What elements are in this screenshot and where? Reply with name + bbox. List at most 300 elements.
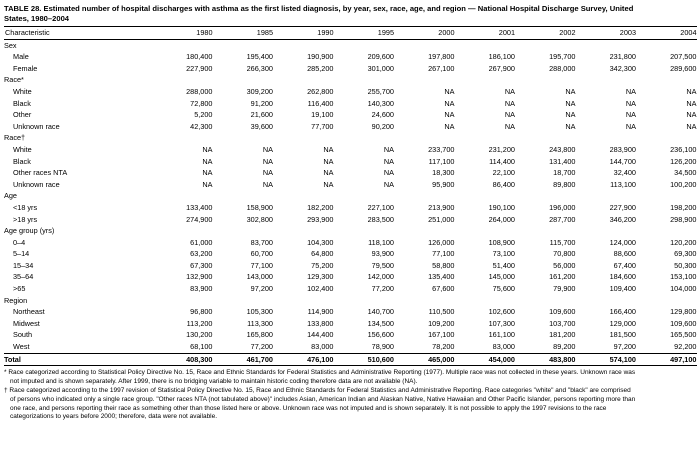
table-row — [4, 329, 697, 341]
cell-2000: 58,800 — [432, 260, 455, 270]
cell-2003: NA — [625, 121, 636, 131]
row-label: Region — [4, 295, 28, 305]
cell-1980: 130,200 — [186, 330, 213, 340]
cell-1980: 180,400 — [186, 52, 213, 62]
row-label: Unknown race — [13, 121, 60, 131]
cell-2003: 32,400 — [613, 168, 636, 178]
cell-1980 — [152, 39, 213, 51]
table-row — [4, 260, 697, 272]
cell-2001: 83,000 — [492, 342, 515, 352]
cell-2000: NA — [444, 121, 455, 131]
cell-1995: 283,500 — [367, 214, 394, 224]
column-header-2001: 2001 — [455, 27, 516, 40]
cell-1985: 158,900 — [246, 202, 273, 212]
cell-2003: NA — [625, 110, 636, 120]
cell-1995: 156,600 — [367, 330, 394, 340]
row-label: Race† — [4, 133, 26, 143]
table-header — [4, 27, 697, 40]
cell-2003: NA — [625, 86, 636, 96]
table-header-row — [4, 27, 697, 40]
cell-2003: 88,600 — [613, 249, 636, 259]
table-row — [4, 248, 697, 260]
cell-2000: 267,100 — [428, 63, 455, 73]
cell-1995: 140,300 — [367, 98, 394, 108]
cell-2001: 108,900 — [488, 237, 515, 247]
cell-1990: NA — [323, 144, 334, 154]
row-label: >65 — [13, 284, 26, 294]
cell-1985: 21,600 — [250, 110, 273, 120]
cell-2003: 181,500 — [609, 330, 636, 340]
cell-1990 — [273, 132, 334, 144]
cell-2003 — [576, 295, 637, 307]
cell-1985: 83,700 — [250, 237, 273, 247]
cell-1985: NA — [262, 144, 273, 154]
cell-2001 — [455, 74, 516, 86]
cell-2000 — [394, 132, 455, 144]
cell-1985: 77,100 — [250, 260, 273, 270]
row-label: 5–14 — [13, 249, 30, 259]
cell-2000 — [394, 190, 455, 202]
table-row — [4, 283, 697, 295]
row-label: 35–64 — [13, 272, 34, 282]
cell-2002: 18,700 — [553, 168, 576, 178]
cell-2003 — [576, 190, 637, 202]
cell-2004: NA — [686, 98, 697, 108]
cell-1995: 79,500 — [371, 260, 394, 270]
cell-2004: 165,500 — [670, 330, 697, 340]
cell-2003: 574,100 — [576, 353, 637, 366]
cell-2004: 104,000 — [670, 284, 697, 294]
cell-1985: 39,600 — [250, 121, 273, 131]
cell-2003 — [576, 74, 637, 86]
cell-1995: NA — [383, 179, 394, 189]
cell-1995: 90,200 — [371, 121, 394, 131]
cell-2002: 287,700 — [549, 214, 576, 224]
cell-2004: 92,200 — [674, 342, 697, 352]
table-row — [4, 271, 697, 283]
cell-2000: 78,200 — [432, 342, 455, 352]
cell-2001: 145,000 — [488, 272, 515, 282]
table-row — [4, 144, 697, 156]
cell-2002: 109,600 — [549, 307, 576, 317]
cell-2002: 89,800 — [553, 179, 576, 189]
cell-1995: NA — [383, 144, 394, 154]
cell-2000: 197,800 — [428, 52, 455, 62]
row-label: <18 yrs — [13, 202, 38, 212]
cell-1990: 133,800 — [307, 318, 334, 328]
column-header-2004: 2004 — [636, 27, 697, 40]
cell-2002: NA — [565, 86, 576, 96]
cell-2000: 77,100 — [432, 249, 455, 259]
cell-1990: 114,900 — [307, 307, 334, 317]
cell-2002: 196,000 — [549, 202, 576, 212]
table-total-row — [4, 353, 697, 366]
table-row — [4, 179, 697, 191]
cell-1995: 510,600 — [334, 353, 395, 366]
table-group-row — [4, 74, 697, 86]
table-row — [4, 51, 697, 63]
cell-2004: NA — [686, 86, 697, 96]
table-body — [4, 39, 697, 366]
cell-1990: NA — [323, 156, 334, 166]
table-row — [4, 167, 697, 179]
cell-2003: 113,100 — [610, 179, 636, 189]
cell-2002: 181,200 — [549, 330, 576, 340]
cell-1990: 262,800 — [307, 86, 334, 96]
table-group-row — [4, 39, 697, 51]
table-group-row — [4, 190, 697, 202]
cell-2001: 264,000 — [488, 214, 515, 224]
cell-1985: 461,700 — [213, 353, 274, 366]
cell-1985: NA — [262, 156, 273, 166]
cell-2001: 73,100 — [492, 249, 515, 259]
cell-2000: 135,400 — [428, 272, 455, 282]
table-row — [4, 156, 697, 168]
cell-1985: 143,000 — [246, 272, 273, 282]
cell-2004: 34,500 — [674, 168, 697, 178]
cell-1995 — [334, 190, 395, 202]
cell-1990: 476,100 — [273, 353, 334, 366]
cell-2004: 126,200 — [670, 156, 697, 166]
cell-2004: NA — [686, 110, 697, 120]
table-row — [4, 109, 697, 121]
cell-2001: 86,400 — [492, 179, 515, 189]
row-label: Midwest — [13, 318, 40, 328]
cell-2000: 465,000 — [394, 353, 455, 366]
table-row — [4, 86, 697, 98]
cell-1990: 104,300 — [307, 237, 334, 247]
row-label: White — [13, 86, 32, 96]
cell-2001: NA — [504, 121, 515, 131]
cell-1980: 96,800 — [190, 307, 213, 317]
cell-2001: 75,600 — [492, 284, 515, 294]
cell-1980: 83,900 — [190, 284, 213, 294]
cell-1980: 67,300 — [190, 260, 213, 270]
cell-2003: 97,200 — [613, 342, 636, 352]
cell-2004: 50,300 — [674, 260, 697, 270]
cell-2000: 213,900 — [428, 202, 455, 212]
cell-1985: 195,400 — [246, 52, 273, 62]
cell-2003: 124,000 — [609, 237, 636, 247]
table-group-row — [4, 225, 697, 237]
table-row — [4, 318, 697, 330]
cell-1985: NA — [262, 179, 273, 189]
cell-2004 — [636, 190, 697, 202]
cell-2002: 115,700 — [549, 237, 576, 247]
cell-2001: 186,100 — [488, 52, 515, 62]
cell-2002 — [515, 190, 576, 202]
cell-2000: 126,000 — [428, 237, 455, 247]
cell-2000: 251,000 — [428, 214, 455, 224]
cell-2004 — [636, 74, 697, 86]
cell-2002: NA — [565, 98, 576, 108]
cell-2004: 198,200 — [670, 202, 697, 212]
cell-2001 — [455, 295, 516, 307]
cell-1980 — [152, 295, 213, 307]
cell-2002: 195,700 — [549, 52, 576, 62]
cell-2000: NA — [444, 86, 455, 96]
cell-1985: NA — [262, 168, 273, 178]
cell-1990 — [273, 190, 334, 202]
cell-1980: 113,200 — [186, 318, 213, 328]
table-group-row — [4, 295, 697, 307]
row-label: Sex — [4, 40, 17, 50]
cell-2003: 231,800 — [609, 52, 636, 62]
cell-2001: NA — [504, 110, 515, 120]
cell-2001: 51,400 — [492, 260, 515, 270]
column-header-1990: 1990 — [273, 27, 334, 40]
cell-2000: 167,100 — [428, 330, 455, 340]
cell-2001: 107,300 — [488, 318, 515, 328]
cell-1995: 134,500 — [367, 318, 394, 328]
row-label: Female — [13, 63, 38, 73]
cell-2001: 161,100 — [488, 330, 515, 340]
cell-2003: 166,400 — [609, 307, 636, 317]
cell-2004 — [636, 295, 697, 307]
row-label: Male — [13, 52, 29, 62]
cell-1985 — [213, 190, 274, 202]
row-label: White — [13, 144, 32, 154]
cell-2001: 231,200 — [488, 144, 515, 154]
cell-2002: 70,800 — [553, 249, 576, 259]
cell-1990: 64,800 — [311, 249, 334, 259]
cell-2003 — [576, 132, 637, 144]
cell-1990: 285,200 — [307, 63, 334, 73]
cell-1995 — [334, 132, 395, 144]
cell-2003 — [576, 225, 637, 237]
cell-1985: 77,200 — [250, 342, 273, 352]
cell-1985 — [213, 39, 274, 51]
cell-2000: 18,300 — [432, 168, 455, 178]
cell-2004 — [636, 225, 697, 237]
cell-2002 — [515, 39, 576, 51]
row-label: Unknown race — [13, 179, 60, 189]
footnote-race-1977: * Race categorized according to Statistical Policy Directive No. 15, Race and Ethnic Standards for Federal Statistics and Administrative Reporting (1977). Multiple race was not collected in these years. Unknown race was not imputed and is shown separately. After 1999, there is no bridging variable to maintain historic coding therefore data are not available (NA). — [4, 369, 636, 385]
cell-2004: 120,200 — [670, 237, 697, 247]
cell-2003: 67,400 — [613, 260, 636, 270]
cell-2003: 342,300 — [609, 63, 636, 73]
cell-1980: 61,000 — [190, 237, 213, 247]
cell-2000: 117,100 — [428, 156, 455, 166]
cell-2003: NA — [625, 98, 636, 108]
row-label: Northeast — [13, 307, 45, 317]
cell-1995: NA — [383, 168, 394, 178]
table-row — [4, 202, 697, 214]
cell-1995 — [334, 39, 395, 51]
cell-1985: 97,200 — [250, 284, 273, 294]
cell-1980: 132,900 — [186, 272, 213, 282]
cell-1985: 302,800 — [246, 214, 273, 224]
cell-2001: 190,100 — [488, 202, 515, 212]
cell-2003: 227,900 — [609, 202, 636, 212]
cell-2004 — [636, 39, 697, 51]
cell-1980 — [152, 132, 213, 144]
cell-2004: 497,100 — [636, 353, 697, 366]
row-label: Total — [4, 353, 152, 366]
cell-2001: 114,400 — [489, 156, 515, 166]
cell-2003: 109,400 — [609, 284, 636, 294]
cell-2002 — [515, 225, 576, 237]
table-row — [4, 237, 697, 249]
row-label: Race* — [4, 75, 24, 85]
cell-2004: NA — [686, 121, 697, 131]
cell-2000: 67,600 — [432, 284, 455, 294]
cell-1995: 118,100 — [368, 237, 394, 247]
cell-2001: 22,100 — [492, 168, 515, 178]
cell-1995: NA — [383, 156, 394, 166]
table-row — [4, 121, 697, 133]
cell-1995: 140,700 — [367, 307, 394, 317]
cell-2000: NA — [444, 110, 455, 120]
cell-1985: 60,700 — [250, 249, 273, 259]
cell-1980: NA — [202, 156, 213, 166]
cell-2004: 69,300 — [674, 249, 697, 259]
cell-1995: 255,700 — [367, 86, 394, 96]
cell-2000 — [394, 295, 455, 307]
cell-1980 — [152, 190, 213, 202]
cell-1980: 274,900 — [186, 214, 213, 224]
cell-2000: 109,200 — [428, 318, 455, 328]
column-header-1985: 1985 — [213, 27, 274, 40]
cell-2002: 79,900 — [553, 284, 576, 294]
cell-2001 — [455, 225, 516, 237]
cell-1995: 77,200 — [371, 284, 394, 294]
page-title: TABLE 28. Estimated number of hospital discharges with asthma as the first listed diagnosis, by year, sex, race, age, and region — National Hospital Discharge Survey, United States, 1980–2004 — [4, 4, 634, 23]
cell-2004: 289,600 — [670, 63, 697, 73]
cell-2001: 267,900 — [488, 63, 515, 73]
cell-1990: 116,400 — [307, 98, 334, 108]
row-label: West — [13, 342, 30, 352]
asthma-discharges-table — [4, 26, 697, 366]
row-label: Other — [13, 110, 32, 120]
cell-1980: 5,200 — [194, 110, 213, 120]
cell-2002 — [515, 132, 576, 144]
cell-2000 — [394, 225, 455, 237]
cell-1990: 182,200 — [307, 202, 334, 212]
cell-1980: 133,400 — [186, 202, 213, 212]
cell-1985: 309,200 — [246, 86, 273, 96]
cell-2001: 454,000 — [455, 353, 516, 366]
cell-2002: NA — [565, 110, 576, 120]
cell-2002: 483,800 — [515, 353, 576, 366]
cell-1990: 77,700 — [311, 121, 334, 131]
cell-1985 — [213, 225, 274, 237]
cell-2002: 56,000 — [553, 260, 576, 270]
cell-2003: 129,000 — [609, 318, 636, 328]
cell-2004: 109,600 — [670, 318, 697, 328]
cell-1995: 142,000 — [367, 272, 394, 282]
cell-1995: 93,900 — [371, 249, 394, 259]
cell-1980: 227,900 — [186, 63, 213, 73]
cell-2003: 144,700 — [609, 156, 636, 166]
cell-1980: 408,300 — [152, 353, 213, 366]
cell-2002: NA — [565, 121, 576, 131]
cell-2004: 207,500 — [670, 52, 697, 62]
table-row — [4, 98, 697, 110]
cell-2003: 283,900 — [609, 144, 636, 154]
cell-2003: 184,600 — [609, 272, 636, 282]
table-row — [4, 214, 697, 226]
cell-2003 — [576, 39, 637, 51]
footnotes — [4, 369, 636, 422]
cell-1980: NA — [202, 144, 213, 154]
row-label: Other races NTA — [13, 168, 68, 178]
row-label: 0–4 — [13, 237, 26, 247]
row-label: >18 yrs — [13, 214, 38, 224]
table-row — [4, 306, 697, 318]
cell-1995: 227,100 — [367, 202, 394, 212]
cell-2000 — [394, 39, 455, 51]
table-group-row — [4, 132, 697, 144]
cell-2002: 288,000 — [549, 63, 576, 73]
cell-1985 — [213, 295, 274, 307]
cell-1990: NA — [323, 179, 334, 189]
cell-2004 — [636, 132, 697, 144]
cell-2001: NA — [504, 98, 515, 108]
cell-1995: 301,000 — [367, 63, 394, 73]
cell-1990: 190,900 — [307, 52, 334, 62]
cell-2001 — [455, 39, 516, 51]
cell-2002 — [515, 295, 576, 307]
cell-2004: 100,200 — [670, 179, 697, 189]
cell-1990 — [273, 39, 334, 51]
cell-1980: NA — [202, 168, 213, 178]
cell-2001 — [455, 190, 516, 202]
row-label: Black — [13, 98, 31, 108]
cell-1995: 209,600 — [367, 52, 394, 62]
cell-1990: 83,000 — [311, 342, 334, 352]
cell-1980: 68,100 — [190, 342, 213, 352]
cell-2000: 233,700 — [428, 144, 455, 154]
cell-1995 — [334, 74, 395, 86]
cell-1990: 102,400 — [307, 284, 334, 294]
cell-1995: 78,900 — [371, 342, 394, 352]
cell-1985: 165,800 — [246, 330, 273, 340]
cell-1985: 113,300 — [247, 318, 273, 328]
table-row — [4, 341, 697, 353]
cell-2000: 110,500 — [428, 307, 455, 317]
row-label: 15–34 — [13, 260, 34, 270]
column-header-1980: 1980 — [152, 27, 213, 40]
cell-1990: 19,100 — [311, 110, 334, 120]
cell-2002: 103,700 — [549, 318, 576, 328]
cell-1990: 129,300 — [307, 272, 334, 282]
cell-2004: 298,900 — [670, 214, 697, 224]
cell-2000: NA — [444, 98, 455, 108]
cell-1990: 293,900 — [307, 214, 334, 224]
column-header-1995: 1995 — [334, 27, 395, 40]
table-row — [4, 63, 697, 75]
cell-2002: 161,200 — [549, 272, 576, 282]
cell-1990: NA — [323, 168, 334, 178]
cell-1980: 72,800 — [190, 98, 213, 108]
row-label: Age group (yrs) — [4, 226, 55, 236]
cell-1995 — [334, 225, 395, 237]
cell-1995 — [334, 295, 395, 307]
footnote-race-1997: † Race categorized according to the 1997 revision of Statistical Policy Directive No. 15, Race and Ethnic Standards for Federal Statistics and Administrative Reporting. Race categories "white" and "black" are comprised of persons who indicated only a single race group. "Other races NTA (not tabulated above)" includes Asian, American Indian and Alaskan Native, Native Hawaiian and Other Pacific Islander, persons reporting more than one race, and persons reporting their race as something other than those listed here or above. Unknown race was not imputed and is shown separately. It is not possible to apply the 1997 revisions to the race categorizations to years before 2000; therefore, data were not available. — [4, 387, 636, 421]
cell-1985 — [213, 132, 274, 144]
cell-2000: 95,900 — [432, 179, 455, 189]
cell-2001: 102,600 — [488, 307, 515, 317]
cell-1990: 75,200 — [311, 260, 334, 270]
cell-2002: 243,800 — [549, 144, 576, 154]
cell-1985 — [213, 74, 274, 86]
column-header-2002: 2002 — [515, 27, 576, 40]
cell-1980: 288,000 — [186, 86, 213, 96]
row-label: South — [13, 330, 33, 340]
cell-1990 — [273, 74, 334, 86]
cell-2000 — [394, 74, 455, 86]
